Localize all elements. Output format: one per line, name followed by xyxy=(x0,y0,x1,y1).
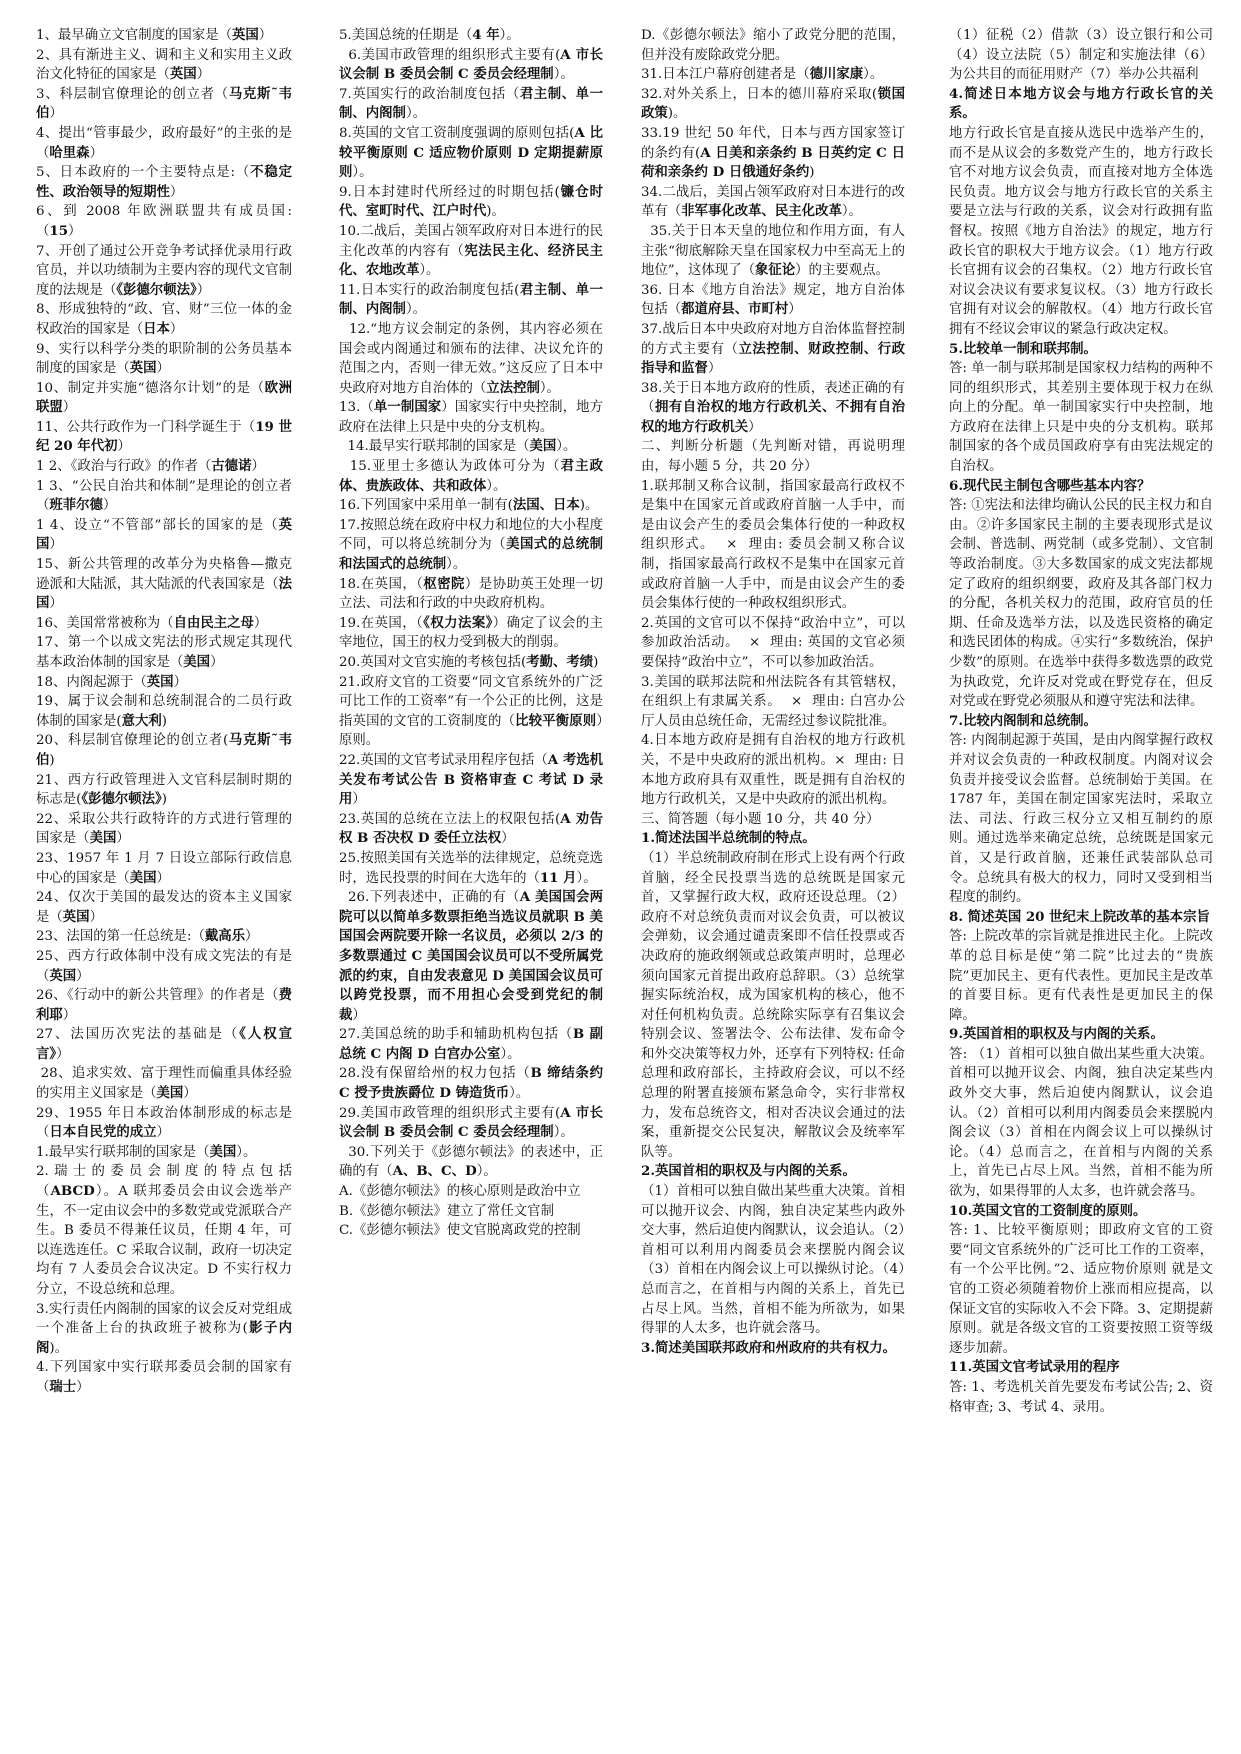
paragraph: 30.下列关于《彭德尔顿法》的表述中，正确的有（A、B、C、D）。 xyxy=(339,1144,603,1180)
paragraph: 3.实行责任内阁制的国家的议会反对党组成一个准备上台的执政班子被称为(影子内阁)。 xyxy=(36,1301,292,1356)
column-4 xyxy=(949,26,1213,1742)
paragraph: 6.现代民主制包含哪些基本内容？ xyxy=(949,477,1151,494)
paragraph: 35.关于日本天皇的地位和作用方面，有人主张“彻底解除天皇在国家权力中至高无上的地位”，这体现了（象征论）的主要观点。 xyxy=(641,223,905,279)
paragraph: 答: ①宪法和法律均确认公民的民主权力和自由。②许多国家民主制的主要表现形式是议会制、普选制、两党制（或多党制）、文官制等政治制度。③大多数国家的成文宪法都规定了政府的组织纲要，政府及其各部门权力的分配，各机关权力的范围，政府官员的任期、任命及选举方法，以及选民资格的确定和选民团体的构成。④实行“多数统治，保护少数”的原则。在选举中获得多数选票的政党为执政党，允许反对党或在野党存在，但反对党或在野党必须服从和遵守宪法和法律。 xyxy=(949,498,1213,710)
paragraph: 1 2、《政治与行政》的作者（古德诺） xyxy=(36,458,265,475)
paragraph: 24、仅次于美国的最发达的资本主义国家是（英国） xyxy=(36,890,292,925)
paragraph: 19.在英国，（《权力法案》）确定了议会的主宰地位，国王的权力受到极大的削弱。 xyxy=(339,614,603,651)
paragraph: 11.日本实行的政治制度包括(君主制、单一制、内阁制）。 xyxy=(339,281,603,318)
column-3 xyxy=(641,26,905,1742)
paragraph: 三、简答题（每小题 10 分，共 40 分） xyxy=(641,811,880,827)
paragraph: 3、科层制官僚理论的创立者（马克斯˜韦伯） xyxy=(36,85,292,122)
paragraph: 二、判断分析题（先判断对错，再说明理由，每小题 5 分，共 20 分） xyxy=(641,439,905,475)
paragraph: 5.美国总统的任期是（4 年）。 xyxy=(339,27,520,43)
paragraph: 15、新公共管理的改革分为央格鲁—撒克逊派和大陆派，其大陆派的代表国家是（法国） xyxy=(36,557,292,612)
paragraph: 14.最早实行联邦制的国家是（美国）。 xyxy=(339,438,577,455)
paragraph: 18、内阁起源于（英国） xyxy=(36,673,187,690)
paragraph: 10.英国文官的工资制度的原则。 xyxy=(949,1202,1147,1219)
paragraph: 5、日本政府的一个主要特点是:（不稳定性、政治领导的短期性） xyxy=(36,164,292,200)
paragraph: 23.英国的总统在立法上的权限包括(A 劝告权 B 否决权 D 委任立法权） xyxy=(339,810,603,847)
paragraph: 10.二战后，美国占领军政府对日本进行的民主化改革的内容有（宪法民主化、经济民主化、农地改革）。 xyxy=(339,223,603,279)
paragraph: 6、到 2008 年欧洲联盟共有成员国:（15） xyxy=(36,204,292,239)
paragraph: 29.美国市政管理的组织形式主要有(A 市长议会制 B 委员会制 C 委员会经理制）。 xyxy=(339,1104,603,1141)
paragraph: 38.关于日本地方政府的性质，表述正确的有（拥有自治权的地方行政机关、不拥有自治权的地方行政机关） xyxy=(641,380,905,435)
paragraph: 36. 日本《地方自治法》规定，地方自治体包括（都道府县、市町村） xyxy=(641,282,905,318)
paragraph: 28、追求实效、富于理性而偏重具体经验的实用主义国家是（美国） xyxy=(36,1066,292,1102)
paragraph: 4.简述日本地方议会与地方行政长官的关系。 xyxy=(949,85,1213,122)
column-2 xyxy=(339,26,603,1742)
paragraph: 3.简述美国联邦政府和州政府的共有权力。 xyxy=(641,1339,897,1356)
paragraph: 1 3、“公民自治共和体制”是理论的创立者（班菲尔德） xyxy=(36,478,292,514)
paragraph: C.《彭德尔顿法》使文官脱离政党的控制 xyxy=(339,1223,581,1239)
paragraph: 27、法国历次宪法的基础是（《人权宣言》） xyxy=(36,1026,292,1062)
paragraph: 2、具有渐进主义、调和主义和实用主义政治文化特征的国家是（英国） xyxy=(36,47,292,83)
paragraph: 2.英国的文官可以不保持“政治中立”，可以参加政治活动。 × 理由: 英国的文官必须要保持“政治中立”，不可以参加政治活。 xyxy=(641,615,905,670)
paragraph: 20、科层制官僚理论的创立者(马克斯˜韦伯) xyxy=(36,732,292,768)
paragraph: 10、制定并实施“德洛尔计划”的是（欧洲联盟） xyxy=(36,379,292,416)
paragraph: 32.对外关系上，日本的德川幕府采取(锁国政策)。 xyxy=(641,85,905,122)
paragraph: 8、形成独特的“政、官、财”三位一体的金权政治的国家是（日本） xyxy=(36,302,292,337)
paragraph: （1）首相可以独自做出某些重大决策。首相可以抛开议会、内阁，独自决定某些内政外交大事，然后迫使内阁默认，议会追认。（2）首相可以利用内阁委员会来摆脱内阁会议（3）首相在内阁会议上可以操纵讨论。（4）总而言之，在首相与内阁的关系上，首先已占尽上风。当然，首相不能为所欲为，如果得罪的人太多，也许就会落马。 xyxy=(641,1184,905,1337)
paragraph: 18.在英国，（枢密院）是协助英王处理一切立法、司法和行政的中央政府机构。 xyxy=(339,575,603,612)
paragraph: 16.下列国家中采用单一制有(法国、日本)。 xyxy=(339,497,599,514)
paragraph: 16、美国常常被称为（自由民主之母） xyxy=(36,614,268,631)
paragraph: D.《彭德尔顿法》缩小了政党分肥的范围，但并没有废除政党分肥。 xyxy=(641,28,905,63)
paragraph: 7.比较内阁制和总统制。 xyxy=(949,712,1097,729)
paragraph: 9.日本封建时代所经过的时期包括(镰仓时代、室町时代、江户时代)。 xyxy=(339,183,603,220)
paragraph: 8.英国的文官工资制度强调的原则包括(A 比较平衡原则 C 适应物价原则 D 定期提薪原则）。 xyxy=(339,124,603,181)
paragraph: 7、开创了通过公开竞争考试择优录用行政官员，并以功绩制为主要内容的现代文官制度的法规是（《彭德尔顿法》） xyxy=(36,243,292,298)
paragraph: 8. 简述英国 20 世纪末上院改革的基本宗旨 xyxy=(949,908,1210,925)
paragraph: 3.美国的联邦法院和州法院各有其管辖权，在组织上有隶属关系。 × 理由: 白宫办公厅人员由总统任命，无需经过参议院批准。 xyxy=(641,674,905,729)
paragraph: 4.下列国家中实行联邦委员会制的国家有（瑞士） xyxy=(36,1360,292,1395)
paragraph: 25、西方行政体制中没有成文宪法的有是（英国） xyxy=(36,948,292,984)
paragraph: 27.美国总统的助手和辅助机构包括（B 副总统 C 内阁 D 白宫办公室）。 xyxy=(339,1026,603,1062)
paragraph: 29、1955 年日本政治体制形成的标志是（日本自民党的成立） xyxy=(36,1105,292,1141)
paragraph: 11、公共行政作为一门科学诞生于（19 世纪 20 年代初） xyxy=(36,418,292,455)
paragraph: 20.英国对文官实施的考核包括(考勤、考绩) xyxy=(339,654,599,670)
paragraph: 1.最早实行联邦制的国家是（美国）。 xyxy=(36,1143,257,1160)
paragraph: 答: 单一制与联邦制是国家权力结构的两种不同的组织形式，其差别主要体现于权力在纵向上的分配。单一制国家实行中央控制，地方政府在法律上只是中央的分支机构。联邦制国家的各个成员国政府享有由宪法规定的自治权。 xyxy=(949,361,1213,475)
paragraph: 26.下列表述中，正确的有（A 美国国会两院可以以简单多数票拒绝当选议员就职 B 美国国会两院要开除一名议员，必须以 2/3 的多数票通过 C 美国国会议员可以不受所属党派的约束，自由发表意见 D 美国国会议员可以跨党投票，而不用担心会受到党纪的制裁） xyxy=(339,889,603,1023)
paragraph: 28.没有保留给州的权力包括（B 缔结条约 C 授予贵族爵位 D 铸造货币）。 xyxy=(339,1065,603,1102)
paragraph: 答: 1、比较平衡原则；即政府文官的工资要“同文官系统外的广泛可比工作的工资率，有一个公平比例。”2、适应物价原则 就是文官的工资必须随着物价上涨而相应提高，以保证文官的实际收入不会下降。3、定期提薪原则。就是各级文官的工资要按照工资等级逐步加薪。 xyxy=(949,1223,1213,1356)
paragraph: （1）半总统制政府制在形式上设有两个行政首脑，经全民投票当选的总统既是国家元首，又掌握行政大权，政府还设总理。（2）政府不对总统负责而对议会负责，可以被议会弹劾，议会通过谴责案即不信任投票或否决政府的施政纲领或总政策声明时，总理必须向国家元首提出政府总辞职。（3）总统掌握实际统治权，成为国家机构的核心，他不对任何机构负责。总统除实际享有召集议会特别会议、签署法令、公布法律、发布命令和外交决策等权力外，还享有下列特权: 任命总理和政府部长，主持政府会议，可以不经总理的附署直接颁布紧急命令，实行非常权力，发布总统咨文，相对否决议会通过的法案，重新提交公民复决，解散议会及统率军队等。 xyxy=(641,850,905,1160)
paragraph: 26、《行动中的新公共管理》的作者是（费利耶） xyxy=(36,987,292,1023)
paragraph: 22、采取公共行政特许的方式进行管理的国家是（美国） xyxy=(36,811,292,847)
paragraph: 34.二战后，美国占领军政府对日本进行的改革有（非军事化改革、民主化改革）。 xyxy=(641,184,905,220)
paragraph: 31.日本江户幕府创建者是（德川家康）。 xyxy=(641,66,884,83)
paragraph: 1.简述法国半总统制的特点。 xyxy=(641,830,816,847)
paragraph: 地方行政长官是直接从选民中选举产生的，而不是从议会的多数党产生的，地方行政长官不对地方议会负责，而直接对地方全体选民负责。地方议会与地方行政长官的关系主要是立法与行政的关系，议会对行政拥有监督权。按照《地方自治法》的规定，地方行政长官的职权大于地方议会。（1）地方行政长官拥有议会的召集权。（2）地方行政长官对议会决议有要求复议权。（3）地方行政长官拥有对议会的解散权。（4）地方行政长官拥有不经议会审议的紧急行政决定权。 xyxy=(949,125,1213,337)
paragraph: 答: （1）首相可以独自做出某些重大决策。首相可以抛开议会、内阁，独自决定某些内政外交大事，然后迫使内阁默认，议会追认。（2）首相可以利用内阁委员会来摆脱内阁会议（3）首相在内阁会议上可以操纵讨论。（4）总而言之，在首相与内阁的关系上，首先已占尽上风。当然，首相不能为所欲为，如果得罪的人太多，也许就会落马。 xyxy=(949,1046,1213,1200)
paragraph: 9.英国首相的职权及与内阁的关系。 xyxy=(949,1026,1164,1043)
paragraph: 11.英国文官考试录用的程序 xyxy=(949,1359,1120,1376)
paragraph: B.《彭德尔顿法》建立了常任文官制 xyxy=(339,1203,554,1219)
paragraph: 25.按照美国有关选举的法律规定，总统竞选时，选民投票的时间在大选年的（11 月）。 xyxy=(339,850,603,886)
paragraph: 2.英国首相的职权及与内阁的关系。 xyxy=(641,1163,856,1180)
paragraph: 9、实行以科学分类的职阶制的公务员基本制度的国家是（英国） xyxy=(36,341,292,377)
paragraph: 23、1957 年 1 月 7 日设立部际行政信息中心的国家是（美国） xyxy=(36,850,292,886)
paragraph: 答: 1、考选机关首先要发布考试公告; 2、资格审查; 3、考试 4、录用。 xyxy=(949,1379,1213,1415)
paragraph: 22.英国的文官考试录用程序包括（A 考选机关发布考试公告 B 资格审查 C 考试 D 录用） xyxy=(339,751,603,808)
paragraph: 12.“地方议会制定的条例，其内容必须在国会或内阁通过和颁布的法律、决议允许的范围之内，否则一律无效。”这反应了日本中央政府对地方自治体的（立法控制）。 xyxy=(339,321,603,396)
paragraph: 13.（单一制国家）国家实行中央控制，地方政府在法律上只是中央的分支机构。 xyxy=(339,399,603,435)
paragraph: 6.美国市政管理的组织形式主要有(A 市长议会制 B 委员会制 C 委员会经理制）。 xyxy=(339,46,603,83)
paragraph: 1.联邦制又称合议制，指国家最高行政权不是集中在国家元首或政府首脑一人手中，而是由议会产生的委员会集体行使的一种政权组织形式。 × 理由: 委员会制又称合议制，指国家最高行政权不是集中在国家元首或政府首脑一人手中，而是由议会产生的委员会集体行使的一种政权组织形式。 xyxy=(641,478,905,612)
paragraph: 15.亚里士多德认为政体可分为（君主政体、贵族政体、共和政体）。 xyxy=(339,458,603,494)
paragraph: （1）征税（2）借款（3）设立银行和公司（4）设立法院（5）制定和实施法律（6）为公共目的而征用财产（7）举办公共福利 xyxy=(949,28,1213,83)
paragraph: A.《彭德尔顿法》的核心原则是政治中立 xyxy=(339,1184,581,1200)
paragraph: 7.英国实行的政治制度包括（君主制、单一制、内阁制）。 xyxy=(339,85,603,122)
paragraph: 2.瑞士的委员会制度的特点包括（ABCD）。A 联邦委员会由议会选举产生，不一定由议会中的多数党或党派联合产生。B 委员不得兼任议员，任期 4 年，可以连选连任。C 采取合议制，政府一切决定均有 7 人委员会合议决定。D 不实行权力分立，不设总统和总理。 xyxy=(36,1164,292,1297)
paragraph: 1、最早确立文官制度的国家是（英国） xyxy=(36,27,273,43)
column-1 xyxy=(36,26,292,1742)
paragraph: 4、提出“管事最少，政府最好”的主张的是（哈里森） xyxy=(36,125,292,161)
paragraph: 33.19 世纪 50 年代，日本与西方国家签订的条约有(A 日美和亲条约 B 日英约定 C 日荷和亲条约 D 日俄通好条约) xyxy=(641,125,905,181)
paragraph: 17、第一个以成文宪法的形式规定其现代基本政治体制的国家是（美国） xyxy=(36,635,292,670)
paragraph: 4.日本地方政府是拥有自治权的地方行政机关，不是中央政府的派出机构。× 理由: 日本地方政府具有双重性，既是拥有自治权的地方行政机关，又是中央政府的派出机构。 xyxy=(641,733,905,808)
paragraph: 37.战后日本中央政府对地方自治体监督控制的方式主要有（立法控制、财政控制、行政指导和监督） xyxy=(641,321,905,377)
paragraph: 21、西方行政管理进入文官科层制时期的标志是(《彭德尔顿法》) xyxy=(36,772,292,808)
paragraph: 21.政府文官的工资要“同文官系统外的广泛可比工作的工资率”有一个公正的比例，这是指英国的文官的工资制度的（比较平衡原则）原则。 xyxy=(339,674,603,749)
paragraph: 答: 内阁制起源于英国，是由内阁掌握行政权并对议会负责的一种政权制度。内阁对议会负责并接受议会监督。总统制始于美国。在 1787 年，美国在制定国家宪法时，采取立法、司法、行政三权分立又相互制约的原则。通过选举来确定总统，总统既是国家元首，又是行政首脑，还兼任武装部队总司令。总统具有极大的权力，同时又受到相当程度的制约。 xyxy=(949,733,1213,906)
paragraph: 19、属于议会制和总统制混合的二员行政体制的国家是(意大利) xyxy=(36,694,292,729)
paragraph: 23、法国的第一任总统是:（戴高乐） xyxy=(36,928,259,945)
paragraph: 5.比较单一制和联邦制。 xyxy=(949,340,1097,357)
paragraph: 17.按照总统在政府中权力和地位的大小程度不同，可以将总统制分为（美国式的总统制和法国式的总统制）。 xyxy=(339,517,603,573)
paragraph: 1 4、设立“不管部”部长的国家的是（英国） xyxy=(36,516,292,553)
paragraph: 答: 上院改革的宗旨就是推进民主化。上院改革的总目标是使“第二院”比过去的“贵族院”更加民主、更有代表性。更加民主是改革的首要目标。更有代表性是更加民主的保障。 xyxy=(949,929,1213,1023)
